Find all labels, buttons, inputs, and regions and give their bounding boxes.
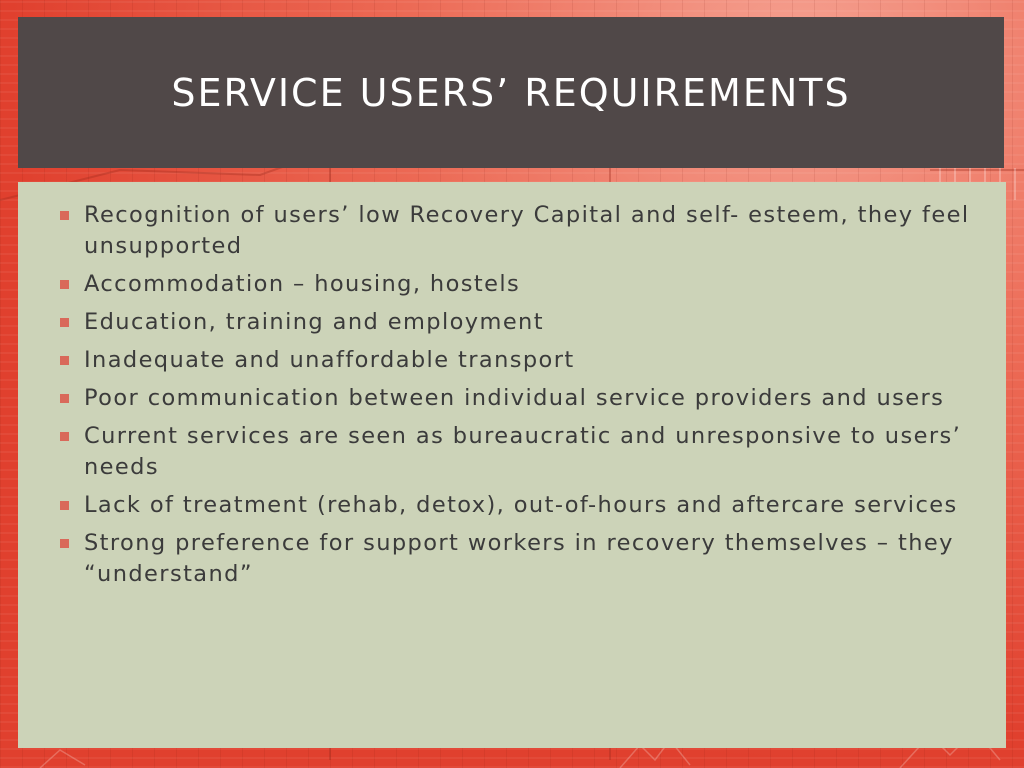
bullet-text: Lack of treatment (rehab, detox), out-of-hours and aftercare services [84, 492, 958, 518]
square-bullet-icon [60, 356, 69, 365]
bullet-item [60, 200, 970, 262]
square-bullet-icon [60, 432, 69, 441]
bullet-text: Inadequate and unaffordable transport [84, 347, 575, 373]
bullet-list [60, 200, 970, 590]
bullet-item [60, 421, 970, 483]
square-bullet-icon [60, 211, 69, 220]
content-panel [18, 182, 1006, 748]
title-bar [18, 17, 1004, 168]
bullet-item [60, 307, 970, 338]
bullet-text: Current services are seen as bureaucratic and unresponsive to users’ needs [84, 423, 962, 480]
bullet-text: Recognition of users’ low Recovery Capital and self- esteem, they feel unsupported [84, 202, 970, 259]
square-bullet-icon [60, 501, 69, 510]
bullet-item [60, 269, 970, 300]
bullet-item [60, 528, 970, 590]
bullet-text: Strong preference for support workers in recovery themselves – they “understand” [84, 530, 954, 587]
square-bullet-icon [60, 539, 69, 548]
bullet-text: Accommodation – housing, hostels [84, 271, 521, 297]
square-bullet-icon [60, 280, 69, 289]
bullet-item [60, 383, 970, 414]
bullet-text: Poor communication between individual service providers and users [84, 385, 945, 411]
slide-title: SERVICE USERS’ REQUIREMENTS [171, 70, 851, 115]
square-bullet-icon [60, 394, 69, 403]
bullet-item [60, 490, 970, 521]
square-bullet-icon [60, 318, 69, 327]
bullet-item [60, 345, 970, 376]
bullet-text: Education, training and employment [84, 309, 544, 335]
